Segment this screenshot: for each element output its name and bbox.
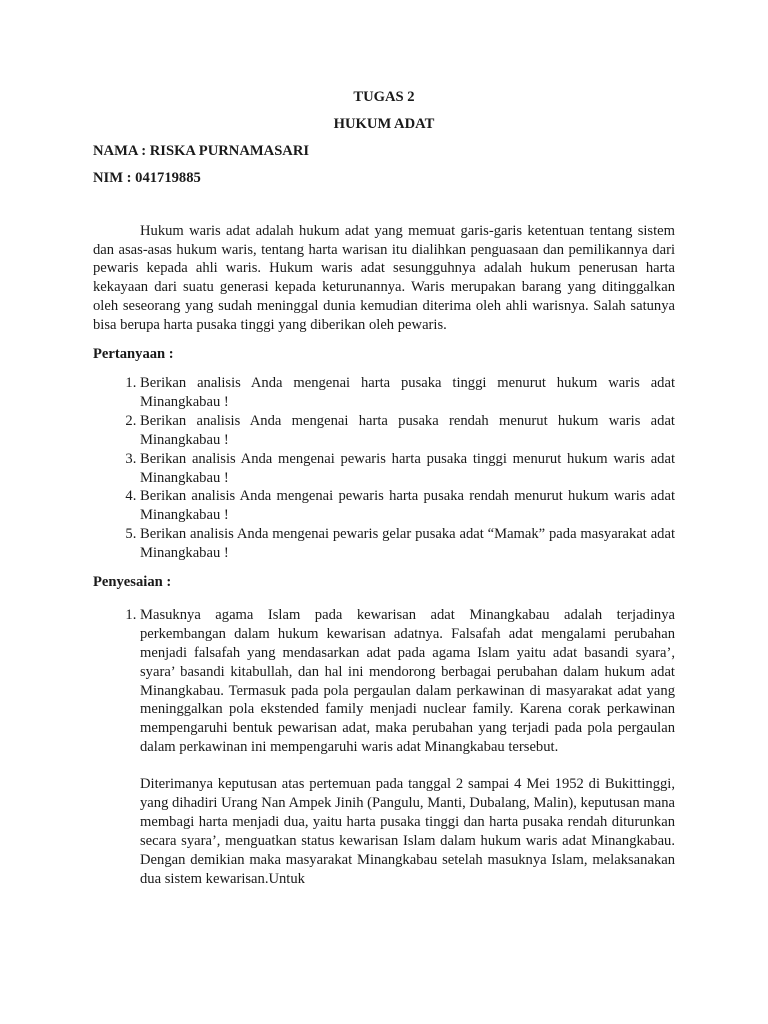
- question-item: 5. Berikan analisis Anda mengenai pewaris gelar pusaka adat “Mamak” pada masyarakat adat Minangkabau !: [140, 525, 675, 563]
- student-nim: NIM : 041719885: [93, 169, 201, 186]
- questions-heading: Pertanyaan :: [93, 346, 174, 363]
- intro-paragraph: Hukum waris adat adalah hukum adat yang memuat garis-garis ketentuan tentang sistem dan asas-asas hukum waris, tentang harta warisan itu dialihkan penguasaan dan pemilikannya dari pewaris kepada ahli waris. Hukum waris adat sesungguhnya adalah hukum penerusan harta kekayaan dari suatu generasi kepada keturunannya. Waris merupakan barang yang ditinggalkan oleh seseorang yang sudah meninggal dunia kemudian diterima oleh ahli warisnya. Salah satunya bisa berupa harta pusaka tinggi yang diberikan oleh pewaris.: [93, 222, 675, 334]
- answers-list: [93, 606, 675, 757]
- answers-heading: Penyesaian :: [93, 574, 172, 591]
- student-name: NAMA : RISKA PURNAMASARI: [93, 142, 310, 159]
- document-body: [93, 88, 675, 889]
- questions-list: [93, 374, 675, 563]
- document-subtitle: HUKUM ADAT: [333, 115, 435, 132]
- question-item: 3. Berikan analisis Anda mengenai pewaris harta pusaka tinggi menurut hukum waris adat Minangkabau !: [140, 450, 675, 488]
- question-item: 4. Berikan analisis Anda mengenai pewaris harta pusaka rendah menurut hukum waris adat Minangkabau !: [140, 487, 675, 525]
- question-item: 1. Berikan analisis Anda mengenai harta pusaka tinggi menurut hukum waris adat Minangkabau !: [140, 374, 675, 412]
- question-item: 2. Berikan analisis Anda mengenai harta pusaka rendah menurut hukum waris adat Minangkabau !: [140, 412, 675, 450]
- answer-continuation: Diterimanya keputusan atas pertemuan pada tanggal 2 sampai 4 Mei 1952 di Bukittinggi, yang dihadiri Urang Nan Ampek Jinih (Pangulu, Manti, Dubalang, Malin), keputusan mana membagi harta menjadi dua, yaitu harta pusaka tinggi dan harta pusaka rendah diturunkan secara syara’, menguatkan status kewarisan Islam dalam hukum waris adat Minangkabau. Dengan demikian maka masyarakat Minangkabau setelah masuknya Islam, melaksanakan dua sistem kewarisan.Untuk: [140, 776, 675, 887]
- answer-item: 1. Masuknya agama Islam pada kewarisan adat Minangkabau adalah terjadinya perkembangan dalam hukum kewarisan adatnya. Falsafah adat mengalami perubahan menjadi falsafah yang mendasarkan adat pada agama Islam yaitu adat basandi syara’, syara’ basandi kitabullah, dan hal ini mendorong berbagai perubahan dalam hukum adat Minangkabau. Termasuk pada pola pergaulan dalam perkawinan di masyarakat adat yang meninggalkan pola ekstended family menjadi nuclear family. Karena corak perkawinan mempengaruhi bentuk pewarisan adat, maka perubahan yang terjadi pada pola pergaulan dalam perkawinan ini mempengaruhi waris adat Minangkabau tersebut.: [140, 606, 675, 757]
- document-title: TUGAS 2: [353, 89, 415, 105]
